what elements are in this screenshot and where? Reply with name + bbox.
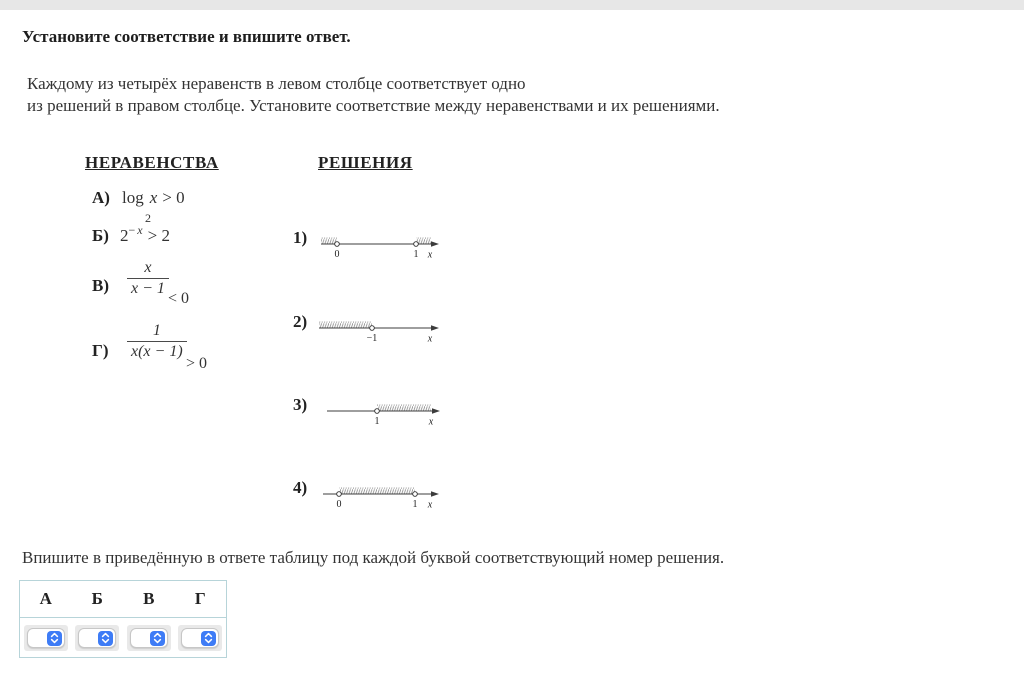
svg-text:1: 1 <box>374 416 380 427</box>
select-stepper-icon <box>47 631 62 646</box>
svg-text:1: 1 <box>412 499 418 510</box>
solution-row-1 <box>293 228 443 262</box>
inequality-g-label: Г) <box>92 341 109 360</box>
relation-g: > 0 <box>186 355 208 372</box>
relation-b: > 2 <box>147 226 170 245</box>
fraction-numerator: x <box>127 259 169 279</box>
answer-header-v: В <box>143 589 155 608</box>
answer-select-a[interactable] <box>24 625 68 651</box>
log-function: log <box>122 188 144 207</box>
relation-v: < 0 <box>168 290 190 307</box>
answer-table <box>19 580 227 658</box>
svg-text:0: 0 <box>336 499 342 510</box>
answer-table-header-row <box>20 581 226 618</box>
solution-row-2 <box>293 312 443 346</box>
solution-number: 3) <box>293 395 308 414</box>
number-line-diagram-4 <box>317 482 443 512</box>
svg-text:x: x <box>427 333 433 345</box>
svg-text:x: x <box>427 499 433 511</box>
task-description-line1: Каждому из четырёх неравенств в левом столбце соответствует одно <box>27 74 526 93</box>
variable-x: x <box>149 188 158 207</box>
inequality-a-formula <box>122 188 185 208</box>
power-base: 2 <box>120 226 129 245</box>
inequality-b-formula <box>120 223 170 246</box>
fraction-numerator: 1 <box>127 322 187 342</box>
svg-text:x: x <box>428 416 434 428</box>
inequality-b-label: Б) <box>92 226 109 245</box>
page-title: Установите соответствие и впишите ответ. <box>22 27 351 46</box>
solution-number: 4) <box>293 478 308 497</box>
solution-number: 1) <box>293 228 308 247</box>
solution-row-4 <box>293 478 443 512</box>
answer-instruction: Впишите в приведённую в ответе таблицу под каждой буквой соответствующий номер решения. <box>22 548 725 567</box>
answer-header-a: А <box>39 589 52 608</box>
select-stepper-icon <box>150 631 165 646</box>
log-base-subscript: 2 <box>145 211 151 225</box>
inequality-v-label: В) <box>92 276 109 295</box>
solution-number: 2) <box>293 312 308 331</box>
answer-select-g[interactable] <box>178 625 222 651</box>
power-exponent: − x <box>128 223 143 237</box>
solutions-column-header: РЕШЕНИЯ <box>318 153 413 172</box>
answer-select-v[interactable] <box>127 625 171 651</box>
svg-text:0: 0 <box>334 249 340 260</box>
inequality-v-fraction <box>127 259 169 298</box>
select-stepper-icon <box>201 631 216 646</box>
answer-select-b[interactable] <box>75 625 119 651</box>
relation-a: > 0 <box>162 188 185 207</box>
fraction-denominator: x(x − 1) <box>131 343 183 360</box>
answer-header-g: Г <box>194 589 206 608</box>
select-stepper-icon <box>98 631 113 646</box>
svg-text:x: x <box>427 249 433 261</box>
inequalities-column-header: НЕРАВЕНСТВА <box>85 153 219 172</box>
number-line-diagram-1 <box>317 232 443 262</box>
answer-table-select-row <box>20 618 226 658</box>
inequality-a-label: А) <box>92 188 110 207</box>
answer-header-b: Б <box>91 589 103 608</box>
svg-text:−1: −1 <box>366 333 378 344</box>
fraction-denominator: x − 1 <box>131 280 165 297</box>
number-line-diagram-3 <box>317 399 443 429</box>
number-line-diagram-2 <box>317 316 443 346</box>
svg-text:1: 1 <box>413 249 419 260</box>
solution-row-3 <box>293 395 443 429</box>
task-description-line2: из решений в правом столбце. Установите соответствие между неравенствами и их решениями. <box>27 96 720 115</box>
top-gray-bar <box>0 0 1024 10</box>
inequality-g-fraction <box>127 322 187 361</box>
